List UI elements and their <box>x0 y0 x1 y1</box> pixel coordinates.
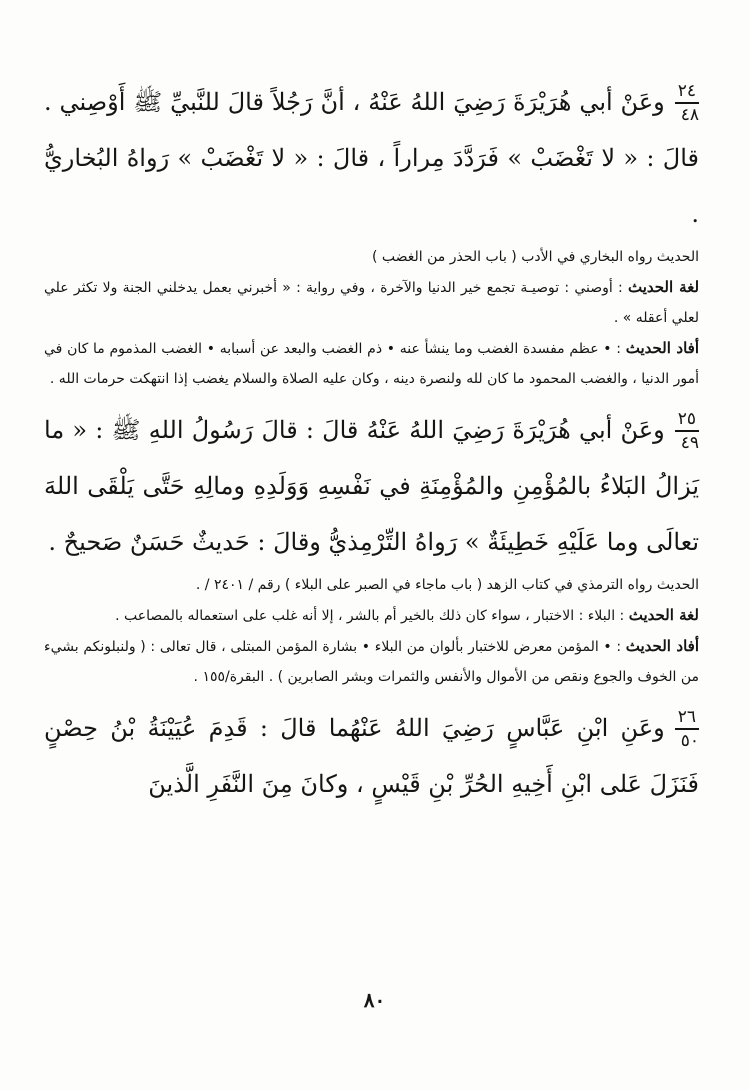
benefits-text: : • عظم مفسدة الغضب وما ينشأ عنه • ذم الغضب والبعد عن أسبابه • الغضب المذموم ما كان في أمور الدنيا ، والغضب المحمود ما كان لله ولنصرة دينه ، وكان عليه الصلاة والسلام يغضب إذا انتهكت حرمات الله . <box>44 341 699 387</box>
page-number: ٨٠ <box>363 988 386 1012</box>
source-note: الحديث رواه البخاري في الأدب ( باب الحذر من الغضب ) <box>371 249 699 265</box>
benefits-text: : • المؤمن معرض للاختبار بألوان من البلاء • بشارة المؤمن المبتلى ، قال تعالى : ( ولنبلونكم بشيء من الخوف والجوع ونقص من الأموال والأنفس والثمرات وبشر الصابرين ) . البقرة/١٥٥ . <box>44 639 699 685</box>
language-note <box>44 600 699 631</box>
page-content <box>44 74 699 812</box>
hadith-number <box>675 83 699 124</box>
hadith-25 <box>44 402 699 570</box>
hadith-number-ref: ٤٩ <box>680 433 699 453</box>
spacer <box>44 692 699 700</box>
hadith-text: وعَنْ أبي هُرَيْرَةَ رَضِيَ اللهُ عَنْهُ قالَ : قالَ رَسُولُ اللهِ ﷺ : « ما يَزالُ البَلاءُ بالمُؤْمِنِ والمُؤْمِنَةِ في نَفْسِهِ وَوَلَدِهِ ومالِهِ حَتَّى يَلْقَى اللهَ تعالَى وما عَلَيْهِ خَطِيئَةٌ » رَواهُ التِّرْمِذيُّ وقالَ : حَديثٌ حَسَنٌ صَحيحٌ . <box>44 416 699 556</box>
benefits-label: أفاد الحديث <box>625 339 699 357</box>
language-text: : البلاء : الاختبار ، سواء كان ذلك بالخير أم بالشر ، إلا أنه غلب على استعماله بالمصاعب . <box>115 608 625 624</box>
hadith-number-ref: ٤٨ <box>680 105 699 125</box>
hadith-text: وعَنْ أبي هُرَيْرَةَ رَضِيَ اللهُ عَنْهُ ، أنَّ رَجُلاً قالَ للنَّبيِّ ﷺ أَوْصِني . قالَ : « لا تَغْضَبْ » فَرَدَّدَ مِراراً ، قالَ : « لا تَغْضَبْ » رَواهُ البُخاريُّ . <box>44 88 699 228</box>
hadith-number-ref: ٥٠ <box>680 731 699 751</box>
source-note: الحديث رواه الترمذي في كتاب الزهد ( باب ماجاء في الصبر على البلاء ) رقم / ٢٤٠١ / . <box>195 577 699 593</box>
hadith-24 <box>44 74 699 242</box>
hadith-number <box>675 411 699 452</box>
language-note <box>44 272 699 333</box>
benefits-note <box>44 333 699 394</box>
benefits-label: أفاد الحديث <box>625 637 700 655</box>
hadith-26 <box>44 700 699 812</box>
hadith-number-main: ٢٦ <box>675 709 699 730</box>
hadith-number-main: ٢٥ <box>675 411 699 432</box>
language-label: لغة الحديث <box>628 606 699 624</box>
benefits-note <box>44 631 699 692</box>
language-text: : أوصني : توصيـة تجمع خير الدنيا والآخرة ، وفي رواية : « أخبرني بعمل يدخلني الجنة ولا تكثر علي لعلي أعقله » . <box>44 280 699 326</box>
language-label: لغة الحديث <box>627 278 700 296</box>
spacer <box>44 394 699 402</box>
hadith-number <box>675 709 699 750</box>
hadith-text: وعَنِ ابْنِ عَبَّاسٍ رَضِيَ اللهُ عَنْهُما قالَ : قَدِمَ عُيَيْنَةُ بْنُ حِصْنٍ فَنَزَلَ عَلى ابْنِ أَخِيهِ الحُرِّ بْنِ قَيْسٍ ، وكانَ مِنَ النَّفَرِ الَّذينَ <box>44 714 699 798</box>
hadith-number-main: ٢٤ <box>675 83 699 104</box>
